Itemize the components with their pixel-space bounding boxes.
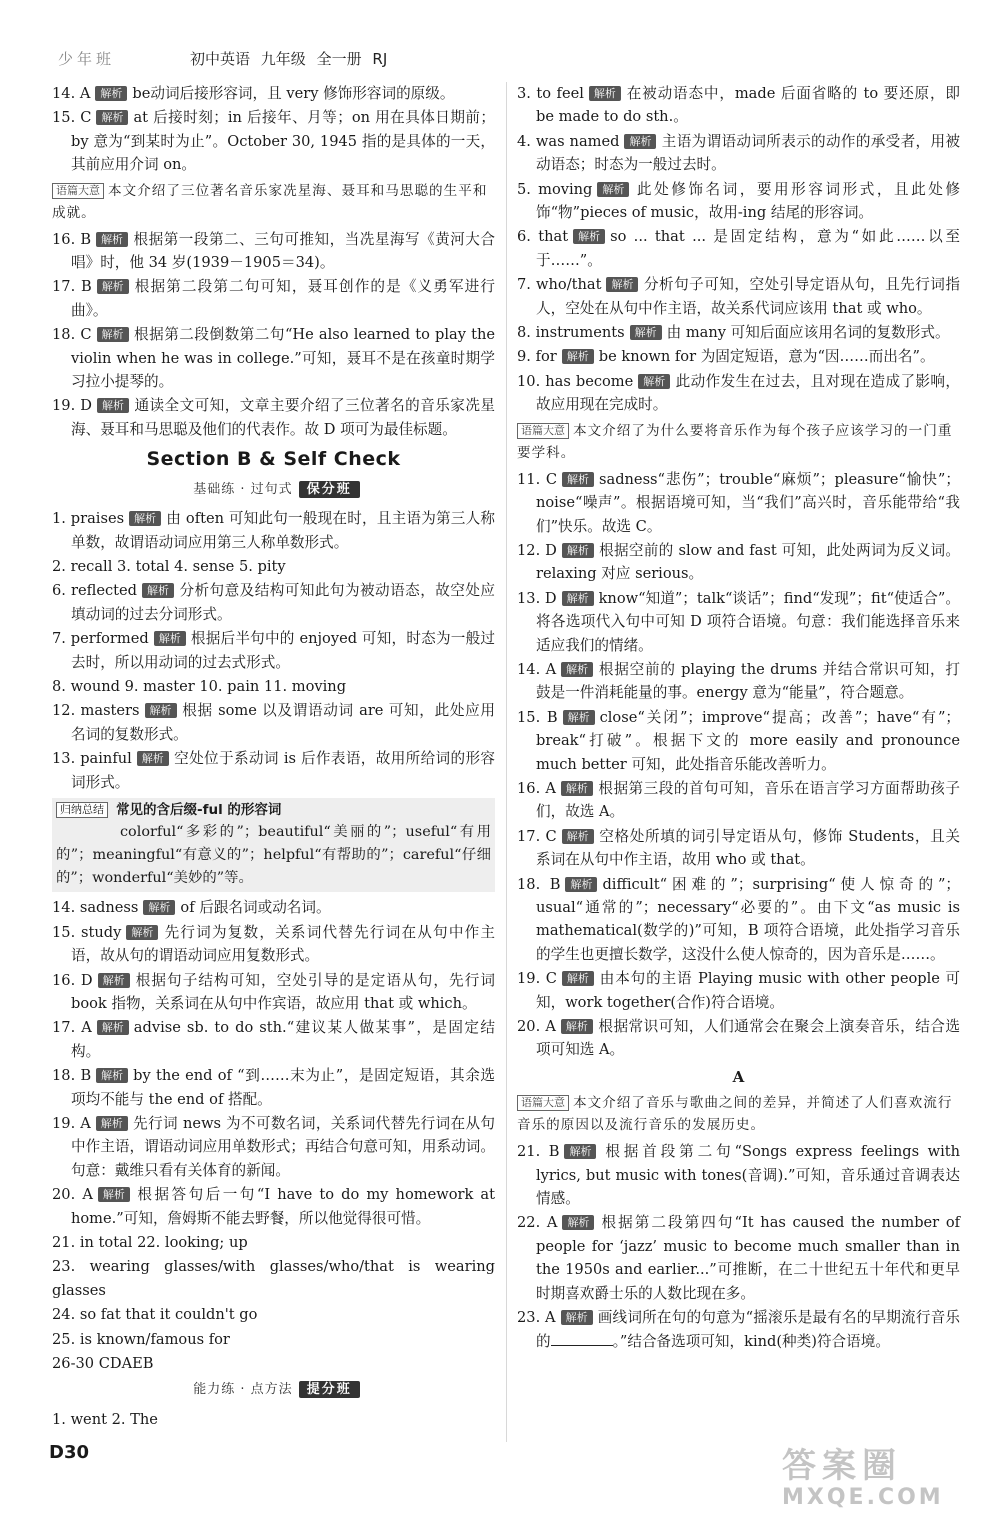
right-column bbox=[517, 82, 960, 1354]
analysis-badge: 解析 bbox=[137, 751, 169, 766]
tip-body: colorful“多彩的”；beautiful“美丽的”；useful“有用的”；meaningful“有意义的”；helpful“有帮助的”；careful“仔细的”；wonderful“美妙的”等。 bbox=[56, 823, 491, 886]
analysis-text: by the end of “到……末为止”，是固定短语，其余选项均不能与 the end of 搭配。 bbox=[71, 1067, 496, 1108]
analysis-badge: 解析 bbox=[126, 925, 158, 940]
practice-banner bbox=[52, 1378, 495, 1401]
answer-number: 16. B bbox=[52, 230, 92, 248]
answer-number: 11. C bbox=[517, 470, 557, 488]
answer-item bbox=[52, 228, 495, 275]
summary-badge: 语篇大意 bbox=[517, 1095, 569, 1111]
analysis-badge: 解析 bbox=[96, 1068, 128, 1083]
analysis-text: close“关闭”；improve“提高；改善”；have“有”；break“打破”。根据下文的 more easily and pronounce much better 可知，此处指音乐能改善听力。 bbox=[536, 708, 960, 773]
answer-number: 13. painful bbox=[52, 750, 132, 768]
analysis-badge: 解析 bbox=[561, 1310, 593, 1325]
answer-number: 18. C bbox=[52, 326, 92, 344]
analysis-badge: 解析 bbox=[97, 327, 129, 342]
answer-item bbox=[517, 1140, 960, 1210]
answer-number: 21. B bbox=[517, 1143, 560, 1161]
answer-line: 26-30 CDAEB bbox=[52, 1355, 154, 1373]
answer-number: 15. C bbox=[52, 109, 92, 127]
grade: 九年级 bbox=[260, 50, 306, 68]
answer-item bbox=[52, 394, 495, 441]
analysis-badge: 解析 bbox=[573, 229, 605, 244]
watermark-text: 答案圈 bbox=[782, 1446, 902, 1486]
analysis-badge: 解析 bbox=[606, 277, 638, 292]
answer-number: 10. has become bbox=[517, 372, 634, 390]
analysis-text: know“知道”；talk“谈话”；find“发现”；fit“使适合”。将各选项代入句中可知 D 项符合语境。句意：我们能选择音乐来适应我们的情绪。 bbox=[536, 589, 960, 654]
answer-number: 20. A bbox=[517, 1018, 556, 1036]
analysis-text: be known for 为固定短语，意为“因……而出名”。 bbox=[598, 348, 935, 366]
answer-item bbox=[517, 658, 960, 705]
passage-label: A bbox=[732, 1067, 745, 1086]
answer-line: 25. is known/famous for bbox=[52, 1330, 230, 1348]
answer-item bbox=[517, 587, 960, 657]
answer-item bbox=[517, 777, 960, 824]
analysis-badge: 解析 bbox=[129, 511, 161, 526]
answer-item bbox=[52, 699, 495, 746]
answer-line: 24. so fat that it couldn't go bbox=[52, 1306, 258, 1324]
analysis-badge: 解析 bbox=[562, 472, 594, 487]
watermark bbox=[782, 1446, 982, 1516]
analysis-text: 空处位于系动词 is 后作表语，故用所给词的形容词形式。 bbox=[71, 750, 495, 791]
answer-item bbox=[517, 178, 960, 225]
analysis-badge: 解析 bbox=[96, 1116, 128, 1131]
answer-number: 16. A bbox=[517, 779, 556, 797]
analysis-badge: 解析 bbox=[98, 973, 130, 988]
analysis-text: 根据第二段第四句“It has caused the number of people for ‘jazz’ music to become much smaller than in the 1950s and earlier...”可推断，在二十世纪五十年代和更早时期喜欢爵士乐的人数比现在多。 bbox=[536, 1214, 961, 1302]
analysis-text: 根据 some 以及谓语动词 are 可知，此处应用名词的复数形式。 bbox=[71, 702, 496, 743]
answer-number: 6. that bbox=[517, 228, 569, 246]
answer-number: 18. B bbox=[517, 875, 561, 893]
analysis-text: 根据空前的 playing the drums 并结合常识可知，打鼓是一件消耗能量的事。energy 意为“能量”，符合题意。 bbox=[536, 660, 960, 702]
analysis-text: 根据句子结构可知，空处引导的是定语从句，先行词 book 指物，关系词在从句中作宾语，故应用 that 或 which。 bbox=[71, 971, 495, 1012]
answer-number: 1. praises bbox=[52, 510, 125, 528]
analysis-text: 先行词 news 为不可数名词，关系词代替先行词在从句中作主语，谓语动词应用单数形式；再结合句意可知，用系动词。句意：戴维只看有关体育的新闻。 bbox=[71, 1115, 496, 1179]
answer-number: 9. for bbox=[517, 348, 557, 366]
answer-item bbox=[517, 873, 960, 967]
analysis-badge: 解析 bbox=[562, 591, 594, 606]
analysis-badge: 解析 bbox=[145, 703, 177, 718]
analysis-text: 由 many 可知后面应该用名词的复数形式。 bbox=[666, 324, 950, 342]
tip-badge: 归纳总结 bbox=[56, 802, 108, 818]
answer-item bbox=[52, 627, 495, 674]
volume: 全一册 bbox=[316, 50, 362, 68]
answer-item bbox=[517, 1306, 960, 1353]
analysis-text: be动词后接形容词，且 very 修饰形容词的原级。 bbox=[132, 85, 455, 102]
answer-item bbox=[517, 370, 960, 417]
answer-item bbox=[52, 896, 495, 919]
answer-number: 19. D bbox=[52, 397, 92, 415]
analysis-text: 画线词所在句的句意为“摇滚乐是最有名的早期流行音乐的 bbox=[536, 1309, 960, 1350]
answer-item bbox=[52, 1016, 495, 1063]
analysis-text: sadness“悲伤”；trouble“麻烦”；pleasure“愉快”；noise“噪声”。根据语境可知，当“我们”高兴时，音乐能带给“我们”快乐。故选 C。 bbox=[536, 470, 960, 535]
answer-item bbox=[517, 273, 960, 320]
answer-item bbox=[517, 225, 960, 272]
analysis-text: 根据空前的 slow and fast 可知，此处两词为反义词。relaxing 对应 serious。 bbox=[536, 541, 960, 583]
analysis-text: 根据第二段第二句可知，聂耳创作的是《义勇军进行曲》。 bbox=[71, 278, 495, 319]
answer-number: 15. B bbox=[517, 708, 558, 726]
banner-label: 能力练 · 点方法 bbox=[193, 1382, 293, 1398]
answer-number: 4. was named bbox=[517, 132, 620, 150]
answer-item bbox=[52, 579, 495, 626]
answer-number: 22. A bbox=[517, 1214, 558, 1232]
answer-number: 19. A bbox=[52, 1115, 91, 1133]
answer-number: 17. C bbox=[517, 827, 557, 845]
analysis-badge: 解析 bbox=[561, 1019, 593, 1034]
answer-number: 3. to feel bbox=[517, 85, 584, 102]
page-header bbox=[30, 44, 500, 72]
answer-number: 18. B bbox=[52, 1067, 92, 1085]
analysis-badge: 解析 bbox=[630, 325, 662, 340]
analysis-badge: 解析 bbox=[96, 232, 128, 247]
answer-item bbox=[52, 747, 495, 794]
analysis-text: 根据常识可知，人们通常会在聚会上演奏音乐，结合选项可知选 A。 bbox=[536, 1018, 960, 1059]
answer-item bbox=[517, 539, 960, 586]
watermark-url: MXQE.COM bbox=[782, 1485, 944, 1510]
analysis-text: so ... that ... 是固定结构，意为“如此……以至于……”。 bbox=[536, 228, 960, 269]
analysis-text: at 后接时刻；in 后接年、月等；on 用在具体日期前；by 意为“到某时为止”。October 30, 1945 指的是具体的一天，其前应用介词 on。 bbox=[71, 109, 495, 174]
answer-item bbox=[52, 507, 495, 554]
answer-number: 5. moving bbox=[517, 180, 593, 198]
analysis-badge: 解析 bbox=[597, 182, 629, 197]
analysis-badge: 解析 bbox=[562, 829, 594, 844]
answer-number: 12. masters bbox=[52, 702, 140, 720]
analysis-text: 根据首段第二句“Songs express feelings with lyrics, but music with tones(音调).”可知，音乐通过音调表达情感。 bbox=[536, 1143, 961, 1208]
analysis-text: 此动作发生在过去，且对现在造成了影响，故应用现在完成时。 bbox=[536, 372, 960, 414]
analysis-badge: 解析 bbox=[562, 971, 594, 986]
analysis-badge: 解析 bbox=[97, 398, 129, 413]
answer-number: 23. A bbox=[517, 1309, 556, 1327]
answer-item bbox=[52, 1112, 495, 1182]
analysis-text: 由 often 可知此句一般现在时，且主语为第三人称单数，故谓语动词应用第三人称单数形式。 bbox=[71, 510, 495, 551]
practice-banner bbox=[52, 478, 495, 501]
answer-item bbox=[52, 1183, 495, 1230]
passage-summary bbox=[517, 420, 960, 464]
analysis-text: 此处修饰名词，要用形容词形式，且此处修饰“物”pieces of music，故用-ing 结尾的形容词。 bbox=[536, 180, 960, 222]
analysis-badge: 解析 bbox=[98, 1187, 130, 1202]
analysis-text: 根据第一段第二、三句可推知，当冼星海写《黄河大合唱》时，他 34 岁(1939－1905＝34)。 bbox=[71, 230, 495, 272]
answer-item bbox=[52, 969, 495, 1016]
analysis-text: 由本句的主语 Playing music with other people 可知，work together(合作)符合语境。 bbox=[536, 970, 961, 1011]
answer-number: 6. reflected bbox=[52, 582, 138, 600]
analysis-badge: 解析 bbox=[142, 583, 174, 598]
answer-number: 20. A bbox=[52, 1186, 93, 1204]
answer-item bbox=[517, 130, 960, 177]
answer-number: 19. C bbox=[517, 970, 557, 988]
banner-label: 基础练 · 过句式 bbox=[193, 481, 293, 497]
answer-item bbox=[517, 1015, 960, 1062]
answer-number: 7. performed bbox=[52, 630, 149, 648]
analysis-badge: 解析 bbox=[562, 543, 594, 558]
analysis-badge: 解析 bbox=[154, 631, 186, 646]
analysis-badge: 解析 bbox=[97, 279, 129, 294]
answer-line: 23. wearing glasses/with glasses/who/that is wearing glasses bbox=[52, 1258, 495, 1299]
analysis-text: 分析句子可知，空处引导定语从句，且先行词指人，空处在从句中作主语，故关系代词应该用 that 或 who。 bbox=[536, 276, 960, 317]
answer-item bbox=[52, 1064, 495, 1111]
analysis-badge: 解析 bbox=[561, 781, 593, 796]
summary-badge: 语篇大意 bbox=[517, 423, 569, 439]
analysis-text: 根据答句后一句“I have to do my homework at home.”可知，詹姆斯不能去野餐，所以他觉得很可惜。 bbox=[71, 1186, 495, 1227]
section-title: Section B & Self Check bbox=[146, 448, 401, 471]
book-info bbox=[190, 48, 387, 69]
analysis-badge: 解析 bbox=[562, 349, 594, 364]
answer-item bbox=[517, 468, 960, 538]
answer-item bbox=[52, 82, 495, 105]
analysis-text: 根据第三段的首句可知，音乐在语言学习方面帮助孩子们，故选 A。 bbox=[536, 779, 960, 821]
answer-number: 14. A bbox=[517, 660, 557, 678]
analysis-text: of 后跟名词或动名词。 bbox=[180, 899, 331, 917]
answer-item bbox=[517, 967, 960, 1014]
analysis-text: advise sb. to do sth.“建议某人做某事”，是固定结构。 bbox=[71, 1019, 495, 1060]
analysis-text: 在被动语态中，made 后面省略的 to 要还原，即 be made to do sth.。 bbox=[536, 85, 960, 126]
banner-class: 提分班 bbox=[299, 1381, 360, 1398]
tip-heading bbox=[52, 800, 495, 821]
answer-line: 8. wound 9. master 10. pain 11. moving bbox=[52, 677, 347, 695]
analysis-text: 空格处所填的词引导定语从句，修饰 Students，且关系词在从句中作主语，故用 who 或 that。 bbox=[536, 827, 960, 869]
passage-summary bbox=[517, 1092, 960, 1136]
answer-number: 17. A bbox=[52, 1019, 92, 1037]
analysis-text: 通读全文可知，文章主要介绍了三位著名的音乐家冼星海、聂耳和马思聪及他们的代表作。故 D 项可为最佳标题。 bbox=[71, 397, 495, 438]
answer-line: 1. went 2. The bbox=[52, 1410, 158, 1428]
summary-tip-box bbox=[52, 798, 495, 892]
left-column bbox=[52, 82, 495, 1432]
answer-item bbox=[517, 1211, 960, 1305]
analysis-text: 先行词为复数，关系词代替先行词在从句中作主语，故从句的谓语动词应用复数形式。 bbox=[71, 923, 495, 965]
analysis-badge: 解析 bbox=[96, 110, 128, 125]
analysis-text: 分析句意及结构可知此句为被动语态，故空处应填动词的过去分词形式。 bbox=[71, 582, 495, 623]
answer-number: 13. D bbox=[517, 589, 557, 607]
answer-line: 2. recall 3. total 4. sense 5. pity bbox=[52, 557, 286, 575]
answer-number: 17. B bbox=[52, 278, 92, 296]
answer-item bbox=[52, 275, 495, 322]
answer-line: 21. in total 22. looking; up bbox=[52, 1234, 248, 1252]
subject: 初中英语 bbox=[190, 50, 251, 68]
analysis-text-end: 。”结合备选项可知，kind(种类)符合语境。 bbox=[612, 1332, 890, 1350]
answer-item bbox=[52, 323, 495, 393]
answer-number: 16. D bbox=[52, 971, 93, 989]
brand-logo: 少年班 bbox=[58, 50, 116, 68]
analysis-badge: 解析 bbox=[561, 662, 593, 677]
answer-number: 15. study bbox=[52, 923, 122, 941]
analysis-badge: 解析 bbox=[589, 86, 621, 101]
analysis-badge: 解析 bbox=[563, 710, 595, 725]
edition: RJ bbox=[372, 50, 388, 68]
analysis-badge: 解析 bbox=[565, 877, 597, 892]
analysis-text: 根据第二段倒数第二句“He also learned to play the violin when he was in college.”可知，聂耳不是在孩童时期学习拉小提琴的。 bbox=[71, 326, 495, 391]
analysis-badge: 解析 bbox=[638, 374, 670, 389]
analysis-badge: 解析 bbox=[143, 900, 175, 915]
analysis-badge: 解析 bbox=[624, 134, 656, 149]
answer-number: 14. A bbox=[52, 85, 91, 102]
analysis-text: 根据后半句中的 enjoyed 可知，时态为一般过去时，所以用动词的过去式形式。 bbox=[71, 630, 495, 671]
analysis-badge: 解析 bbox=[564, 1144, 596, 1159]
analysis-badge: 解析 bbox=[97, 1020, 129, 1035]
summary-text: 本文介绍了为什么要将音乐作为每个孩子应该学习的一门重要学科。 bbox=[517, 422, 953, 461]
summary-badge: 语篇大意 bbox=[52, 183, 104, 199]
answer-number: 12. D bbox=[517, 541, 557, 559]
answer-blank bbox=[551, 1333, 613, 1346]
answer-item bbox=[517, 706, 960, 776]
banner-class: 保分班 bbox=[299, 481, 360, 498]
column-divider bbox=[506, 82, 507, 1442]
answer-item bbox=[517, 321, 960, 344]
answer-item bbox=[52, 921, 495, 968]
analysis-badge: 解析 bbox=[562, 1215, 594, 1230]
analysis-text: difficult“困难的”；surprising“使人惊奇的”；usual“通常的”；necessary“必要的”。由下文“as music is mathematical(数学的)”可知，B 项符合语境，此处指学习音乐的学生也更擅长数学，这没什么使人惊奇的，因为音乐是……。 bbox=[536, 875, 960, 963]
summary-text: 本文介绍了音乐与歌曲之间的差异，并简述了人们喜欢流行音乐的原因以及流行音乐的发展历史。 bbox=[517, 1095, 953, 1134]
analysis-badge: 解析 bbox=[95, 86, 127, 101]
answer-item bbox=[517, 345, 960, 368]
answer-item bbox=[517, 82, 960, 129]
summary-text: 本文介绍了三位著名音乐家冼星海、聂耳和马思聪的生平和成就。 bbox=[52, 182, 488, 221]
analysis-text: 主语为谓语动词所表示的动作的承受者，用被动语态；时态为一般过去时。 bbox=[536, 132, 960, 174]
answer-item bbox=[52, 106, 495, 176]
answer-number: 14. sadness bbox=[52, 899, 139, 917]
answer-item bbox=[517, 825, 960, 872]
answer-number: 7. who/that bbox=[517, 276, 602, 294]
answer-number: 8. instruments bbox=[517, 324, 625, 342]
passage-summary bbox=[52, 180, 495, 224]
page-number: D30 bbox=[49, 1442, 89, 1463]
tip-title: 常见的含后缀-ful 的形容词 bbox=[116, 801, 282, 818]
